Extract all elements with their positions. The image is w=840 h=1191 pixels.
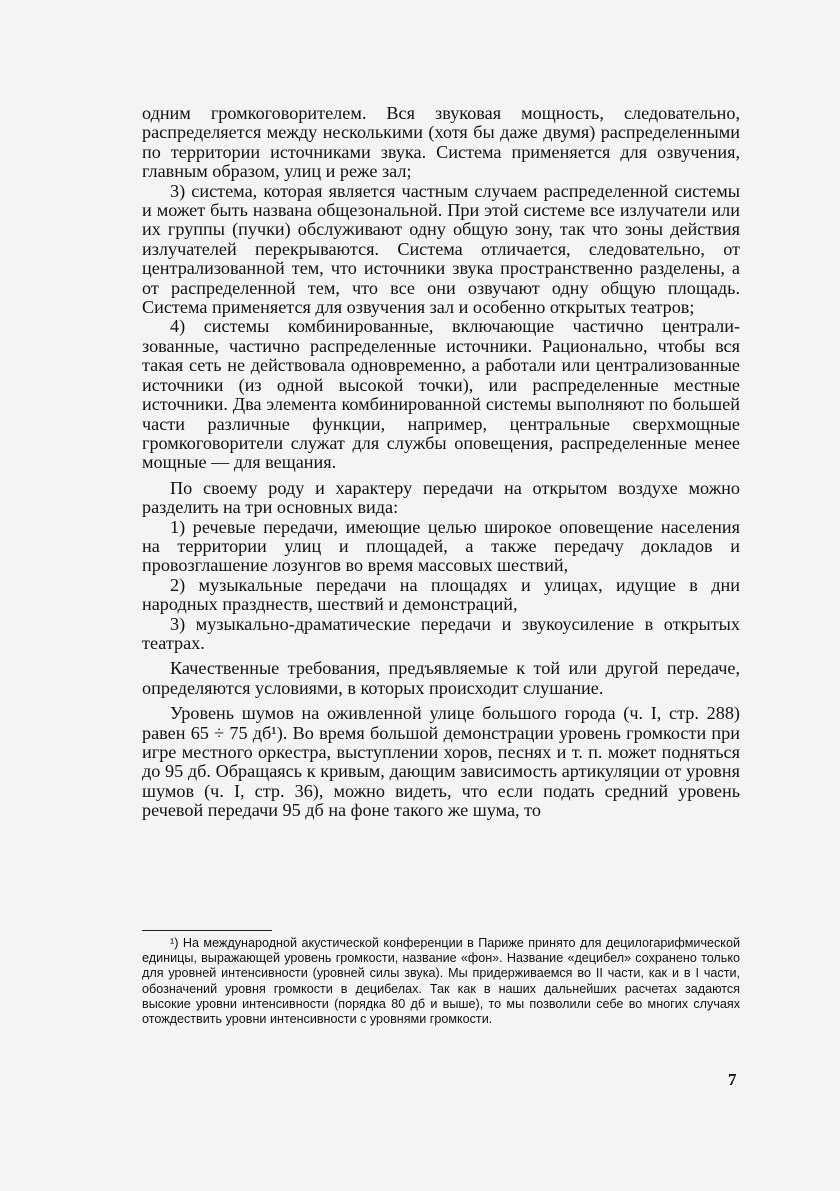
paragraph-type-2: 2) музыкальные передачи на площадях и улицах, идущие в дни народных празднеств, шествий и демонстраций, bbox=[142, 574, 740, 615]
page-number: 7 bbox=[728, 1070, 737, 1089]
paragraph-item-3: 3) система, которая является частным случаем распределенной системы и может быть названа общезональной. При этой системе все излучатели или их группы (пучки) обслуживают одну общую зону, так что зоны действия излучателей перекрываются. Система отличается, следовательно, от централизованной тем, что источники звука пространственно разделены, а от распределенной тем, что все они озвучают одну общую площадь. Система применяется для озвучения зал и особенно открытых театров; bbox=[142, 180, 740, 318]
paragraph-type-3: 3) музыкально-драматические передачи и звукоусиление в открытых театрах. bbox=[142, 613, 740, 653]
footnote-text: ¹) На международной акустической конференции в Париже принято для децилогарифмической единицы, выражающей уровень громкости, название «фон». Название «децибел» сохранено только для уровней интенсивности (уровней силы звука). Мы придерживаемся во II части, как и в I части, обозначений уровня громкости в децибелах. Так как в наших дальнейших расчетах задаются высокие уровни интенсивности (порядка 80 дб и выше), то мы позволили себе во многих случаях отождествить уровни интенсивности с уровнями громкости. bbox=[142, 936, 740, 1027]
footnote bbox=[142, 936, 740, 1027]
paragraph-quality-requirements: Качественные требования, предъявляемые к той или другой передаче, определяются условиями, в которых происходит слушание. bbox=[142, 658, 740, 698]
main-text bbox=[142, 104, 740, 821]
paragraph-transmission-types: По своему роду и характеру передачи на открытом воздухе можно разделить на три основных вида: bbox=[142, 477, 740, 518]
footnote-divider bbox=[142, 930, 272, 931]
paragraph-continuation: одним громкоговорителем. Вся звуковая мощность, следовательно, распределяется между несколькими (хотя бы даже двумя) распределенными по территории источниками звука. Система применяется для озвучения, главным образом, улиц и реже зал; bbox=[142, 103, 740, 182]
paragraph-noise-level: Уровень шумов на оживленной улице большого города (ч. I, стр. 288) равен 65 ÷ 75 дб¹). Во время большой демонстрации уровень громкости при игре местного оркестра, выступлении хоров, песнях и т. п. может подняться до 95 дб. Обращаясь к кривым, дающим зависимость артикуляции от уровня шумов (ч. I, стр. 36), можно видеть, что если подать средний уровень речевой передачи 95 дб на фоне такого же шума, то bbox=[142, 703, 740, 821]
paragraph-type-1: 1) речевые передачи, имеющие целью широкое оповещение населения на территории улиц и площадей, а также передачу докладов и провозглашение лозунгов во время массовых шествий, bbox=[142, 516, 740, 576]
paragraph-item-4: 4) системы комбинированные, включающие частично централизованные, частично распределенные источники. Рационально, чтобы вся такая сеть не действовала одновременно, а работали или централизованные источники (из одной высокой точки), или распределенные местные источники. Два элемента комбинированной системы выполняют по большей части различные функции, например, центральные сверхмощные громкоговорители служат для службы оповещения, распределенные менее мощные — для вещания. bbox=[142, 316, 740, 473]
